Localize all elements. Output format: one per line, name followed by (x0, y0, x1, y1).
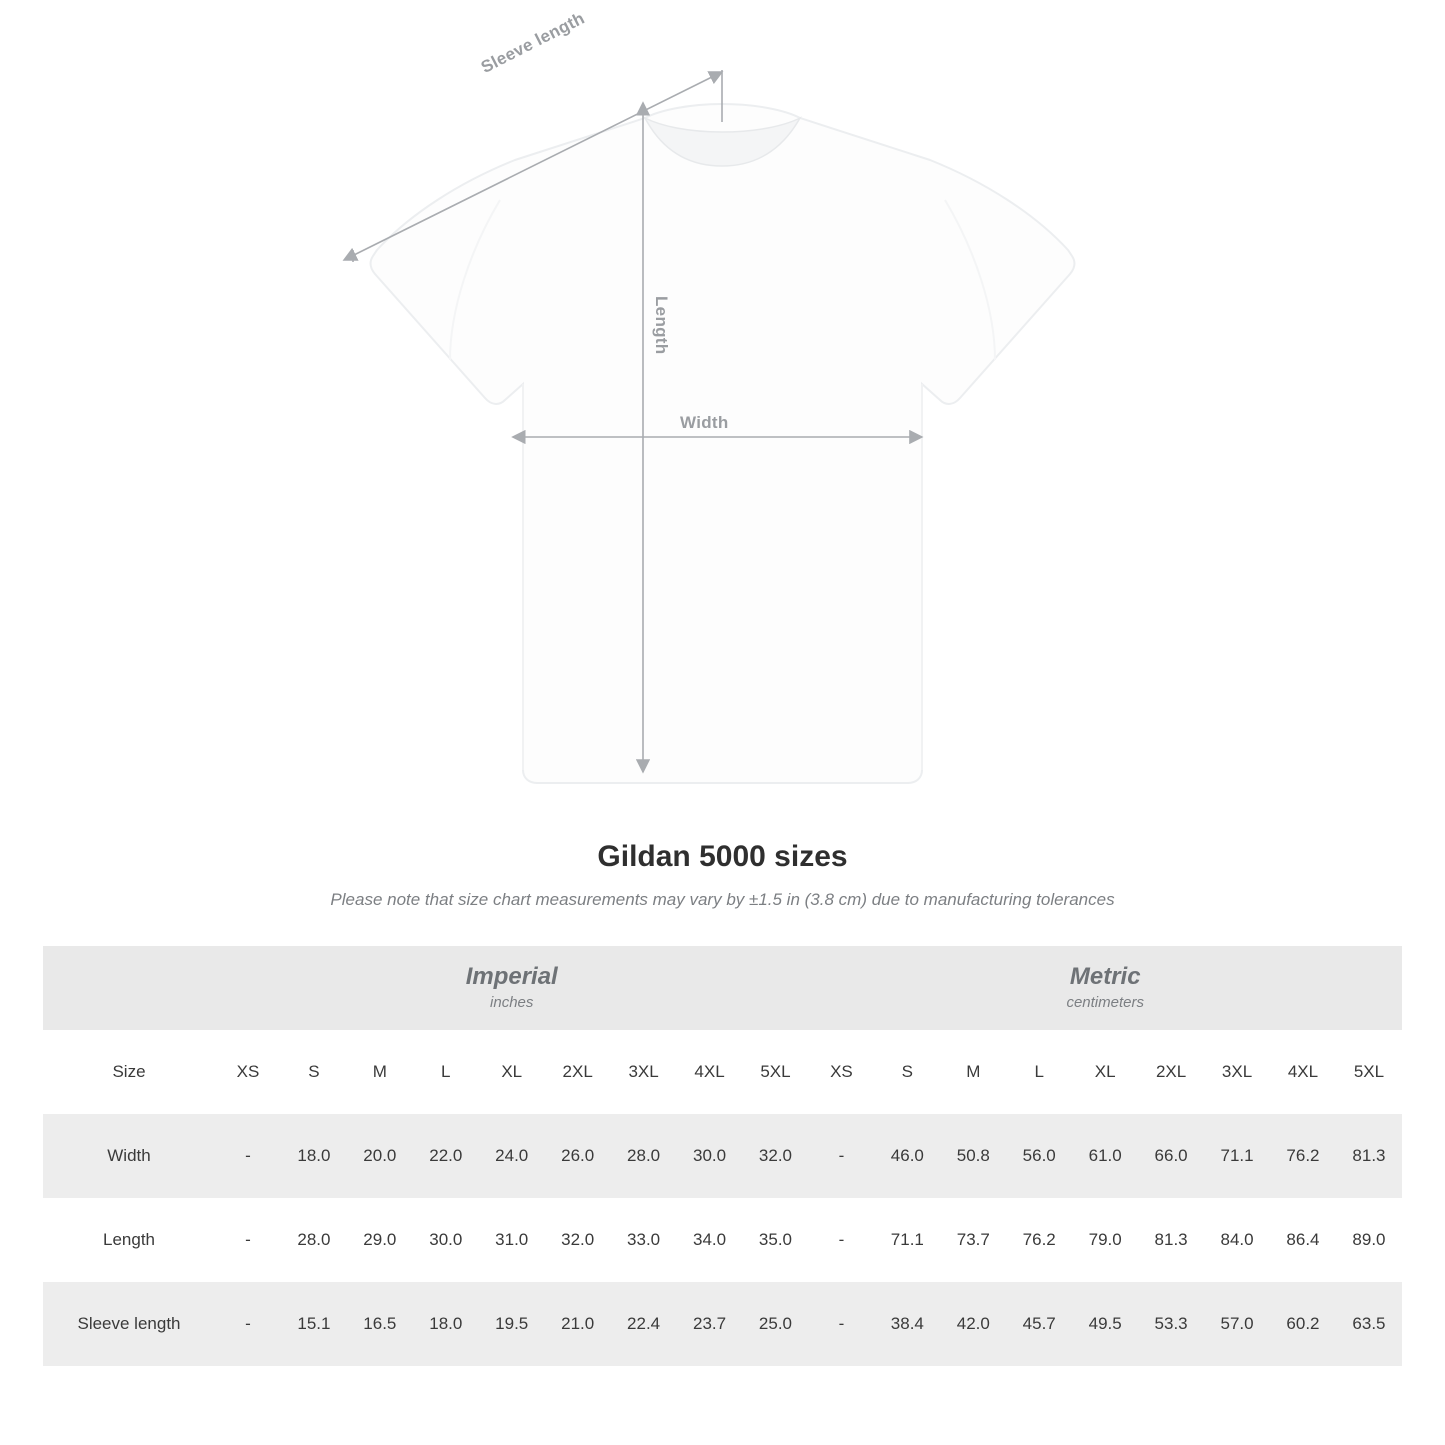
cell-length-metric-3xl: 84.0 (1204, 1198, 1270, 1282)
cell-width-imperial-s: 18.0 (281, 1114, 347, 1198)
cell-sleeve-imperial-4xl: 23.7 (677, 1282, 743, 1366)
cell-length-metric-s: 71.1 (874, 1198, 940, 1282)
cell-sleeve-metric-4xl: 60.2 (1270, 1282, 1336, 1366)
cell-width-imperial-xl: 24.0 (479, 1114, 545, 1198)
cell-width-metric-xs: - (808, 1114, 874, 1198)
cell-width-metric-l: 56.0 (1006, 1114, 1072, 1198)
row-label-width: Width (43, 1114, 215, 1198)
cell-length-imperial-3xl: 33.0 (611, 1198, 677, 1282)
table-row (43, 1114, 1402, 1198)
cell-width-metric-3xl: 71.1 (1204, 1114, 1270, 1198)
cell-sleeve-imperial-xs: - (215, 1282, 281, 1366)
cell-width-imperial-l: 22.0 (413, 1114, 479, 1198)
cell-sleeve-imperial-xl: 19.5 (479, 1282, 545, 1366)
tshirt-shape (371, 104, 1075, 783)
cell-width-metric-4xl: 76.2 (1270, 1114, 1336, 1198)
cell-width-metric-5xl: 81.3 (1336, 1114, 1402, 1198)
cell-width-imperial-m: 20.0 (347, 1114, 413, 1198)
cell-sleeve-imperial-3xl: 22.4 (611, 1282, 677, 1366)
unit-header-metric (808, 946, 1402, 1030)
imperial-sub: inches (490, 993, 534, 1011)
size-header-imperial-3xl: 3XL (611, 1030, 677, 1114)
cell-width-metric-s: 46.0 (874, 1114, 940, 1198)
cell-length-imperial-4xl: 34.0 (677, 1198, 743, 1282)
cell-width-imperial-3xl: 28.0 (611, 1114, 677, 1198)
cell-length-imperial-m: 29.0 (347, 1198, 413, 1282)
cell-length-imperial-s: 28.0 (281, 1198, 347, 1282)
size-header-imperial-s: S (281, 1030, 347, 1114)
cell-width-imperial-xs: - (215, 1114, 281, 1198)
size-header-imperial-4xl: 4XL (677, 1030, 743, 1114)
cell-length-imperial-5xl: 35.0 (743, 1198, 809, 1282)
size-header-metric-m: M (940, 1030, 1006, 1114)
tolerance-note: Please note that size chart measurements may vary by ±1.5 in (3.8 cm) due to manufacturing tolerances (330, 890, 1115, 909)
cell-width-metric-m: 50.8 (940, 1114, 1006, 1198)
size-header-metric-xl: XL (1072, 1030, 1138, 1114)
size-table (43, 946, 1402, 1366)
cell-sleeve-metric-xl: 49.5 (1072, 1282, 1138, 1366)
size-header-imperial-l: L (413, 1030, 479, 1114)
cell-length-metric-xs: - (808, 1198, 874, 1282)
size-header-metric-4xl: 4XL (1270, 1030, 1336, 1114)
cell-length-metric-5xl: 89.0 (1336, 1198, 1402, 1282)
cell-sleeve-metric-3xl: 57.0 (1204, 1282, 1270, 1366)
size-header-imperial-xl: XL (479, 1030, 545, 1114)
row-label-sleeve-length: Sleeve length (43, 1282, 215, 1366)
cell-sleeve-metric-5xl: 63.5 (1336, 1282, 1402, 1366)
cell-width-imperial-2xl: 26.0 (545, 1114, 611, 1198)
length-label: Length (652, 296, 671, 355)
unit-header-row (43, 946, 1402, 1030)
cell-length-metric-4xl: 86.4 (1270, 1198, 1336, 1282)
cell-width-imperial-5xl: 32.0 (743, 1114, 809, 1198)
size-header-row (43, 1030, 1402, 1114)
cell-sleeve-imperial-m: 16.5 (347, 1282, 413, 1366)
size-header-imperial-5xl: 5XL (743, 1030, 809, 1114)
cell-length-metric-l: 76.2 (1006, 1198, 1072, 1282)
row-label-length: Length (43, 1198, 215, 1282)
cell-length-imperial-xl: 31.0 (479, 1198, 545, 1282)
size-header-imperial-m: M (347, 1030, 413, 1114)
cell-width-metric-xl: 61.0 (1072, 1114, 1138, 1198)
page-title: Gildan 5000 sizes (597, 840, 848, 873)
size-header-imperial-xs: XS (215, 1030, 281, 1114)
size-header-metric-2xl: 2XL (1138, 1030, 1204, 1114)
cell-sleeve-imperial-l: 18.0 (413, 1282, 479, 1366)
size-header-metric-s: S (874, 1030, 940, 1114)
table-row (43, 1282, 1402, 1366)
metric-name: Metric (1069, 962, 1141, 990)
imperial-name: Imperial (465, 962, 558, 990)
size-table-wrapper (0, 946, 1445, 1366)
cell-length-imperial-2xl: 32.0 (545, 1198, 611, 1282)
sleeve-length-label: Sleeve length (478, 8, 588, 77)
cell-width-metric-2xl: 66.0 (1138, 1114, 1204, 1198)
cell-sleeve-metric-m: 42.0 (940, 1282, 1006, 1366)
cell-length-metric-m: 73.7 (940, 1198, 1006, 1282)
size-header-metric-3xl: 3XL (1204, 1030, 1270, 1114)
cell-sleeve-imperial-2xl: 21.0 (545, 1282, 611, 1366)
size-header-label: Size (43, 1030, 215, 1114)
cell-length-imperial-l: 30.0 (413, 1198, 479, 1282)
cell-length-imperial-xs: - (215, 1198, 281, 1282)
cell-sleeve-metric-l: 45.7 (1006, 1282, 1072, 1366)
unit-header-spacer (43, 946, 215, 1030)
cell-sleeve-metric-2xl: 53.3 (1138, 1282, 1204, 1366)
size-header-imperial-2xl: 2XL (545, 1030, 611, 1114)
cell-width-imperial-4xl: 30.0 (677, 1114, 743, 1198)
size-header-metric-xs: XS (808, 1030, 874, 1114)
title-block (0, 840, 1445, 910)
cell-length-metric-2xl: 81.3 (1138, 1198, 1204, 1282)
cell-sleeve-imperial-s: 15.1 (281, 1282, 347, 1366)
cell-sleeve-metric-xs: - (808, 1282, 874, 1366)
unit-header-imperial (215, 946, 808, 1030)
cell-sleeve-metric-s: 38.4 (874, 1282, 940, 1366)
size-header-metric-l: L (1006, 1030, 1072, 1114)
metric-sub: centimeters (1066, 993, 1144, 1011)
size-header-metric-5xl: 5XL (1336, 1030, 1402, 1114)
cell-length-metric-xl: 79.0 (1072, 1198, 1138, 1282)
table-row (43, 1198, 1402, 1282)
cell-sleeve-imperial-5xl: 25.0 (743, 1282, 809, 1366)
width-label: Width (680, 413, 729, 432)
